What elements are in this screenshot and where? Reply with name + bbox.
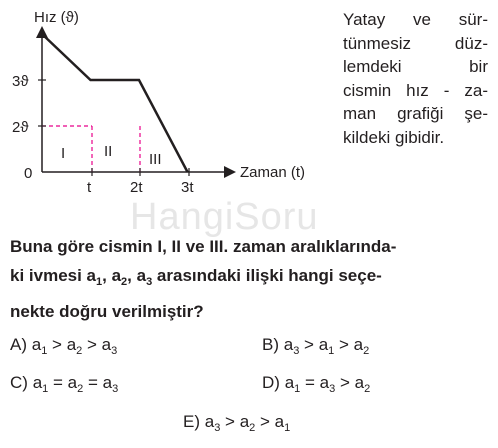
watermark: HangiSoru: [130, 196, 319, 238]
option-d[interactable]: [262, 373, 370, 395]
relation: = a: [83, 373, 113, 392]
subscript: 1: [328, 345, 335, 357]
subscript: 1: [284, 422, 291, 434]
subscript: 1: [41, 345, 48, 357]
option-a[interactable]: [10, 335, 117, 357]
region-label-III: III: [149, 151, 162, 168]
subscript: 2: [363, 345, 370, 357]
subscript: 3: [146, 276, 153, 288]
option-e[interactable]: [183, 412, 290, 434]
option-letter: D): [262, 373, 280, 392]
description-line: lemdeki bir: [343, 57, 488, 76]
description-line: cismin hız - za-: [343, 80, 488, 100]
relation: > a: [334, 335, 364, 354]
relation: > a: [299, 335, 329, 354]
question-fragment: , a: [127, 266, 147, 285]
subscript: 2: [121, 276, 128, 288]
option-b[interactable]: [262, 335, 369, 357]
region-label-I: I: [61, 145, 66, 162]
option-c[interactable]: [10, 373, 118, 395]
subscript: 3: [214, 422, 221, 434]
relation: > a: [255, 412, 285, 431]
x-tick-label-3t: 3t: [181, 179, 194, 196]
subscript: 2: [77, 383, 84, 395]
question-line: Buna göre cismin I, II ve III. zaman aralıklarında-: [10, 237, 397, 256]
option-letter: B): [262, 335, 279, 354]
question-fragment: ki ivmesi a: [10, 266, 97, 285]
relation: > a: [335, 373, 365, 392]
question-fragment: , a: [102, 266, 122, 285]
subscript: 3: [329, 383, 336, 395]
subscript: 2: [364, 383, 371, 395]
velocity-time-graph: [0, 0, 340, 200]
var-a: a: [32, 373, 43, 392]
x-axis-label: Zaman (t): [240, 164, 306, 181]
question-fragment: arasındaki ilişki hangi seçe-: [152, 266, 382, 285]
question-line: nekte doğru verilmiştir?: [10, 302, 204, 321]
var-a: a: [283, 335, 294, 354]
relation: > a: [82, 335, 112, 354]
subscript: 1: [294, 383, 301, 395]
description-line: man grafiği şe-: [343, 104, 488, 123]
y-tick-label-2v: 2ϑ: [12, 119, 29, 136]
relation: = a: [300, 373, 330, 392]
var-a: a: [204, 412, 215, 431]
subscript: 1: [96, 276, 103, 288]
option-letter: A): [10, 335, 27, 354]
var-a: a: [284, 373, 295, 392]
x-tick-label-t: t: [87, 179, 92, 196]
relation: > a: [47, 335, 77, 354]
subscript: 3: [293, 345, 300, 357]
description-line: tünmesiz düz-: [343, 33, 488, 53]
description-line: kildeki gibidir.: [343, 127, 445, 147]
option-letter: C): [10, 373, 28, 392]
subscript: 1: [42, 383, 49, 395]
y-tick-label-3v: 3ϑ: [12, 73, 29, 90]
origin-label: 0: [24, 165, 33, 182]
option-letter: E): [183, 412, 200, 431]
subscript: 3: [111, 345, 118, 357]
relation: = a: [48, 373, 78, 392]
problem-description: [343, 8, 488, 149]
region-label-II: II: [104, 143, 113, 160]
var-a: a: [31, 335, 42, 354]
subscript: 2: [249, 422, 256, 434]
description-line: Yatay ve sür-: [343, 10, 488, 29]
subscript: 3: [112, 383, 119, 395]
question-line: [10, 261, 488, 297]
y-axis-label: Hız (ϑ): [34, 9, 79, 26]
question-text: [10, 232, 488, 326]
subscript: 2: [76, 345, 83, 357]
x-tick-label-2t: 2t: [130, 179, 143, 196]
relation: > a: [220, 412, 250, 431]
